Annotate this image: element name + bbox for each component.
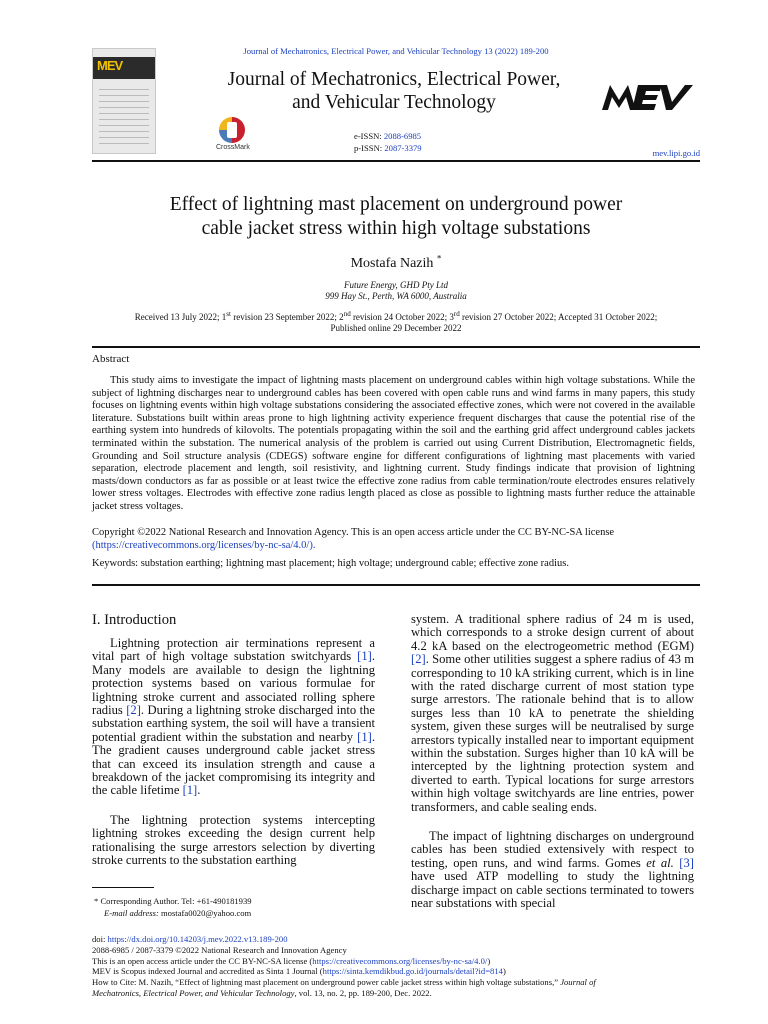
doi-link[interactable]: https://dx.doi.org/10.14203/j.mev.2022.v13.189-200 bbox=[107, 934, 288, 944]
article-title-line-1: Effect of lightning mast placement on underground power bbox=[169, 194, 623, 215]
abstract-top-rule bbox=[92, 346, 700, 348]
footnote-email[interactable]: mostafa0020@yahoo.com bbox=[160, 908, 252, 918]
intro-paragraph-1: Lightning protection air terminations represent a vital part of high voltage substation switchyards [1]. Many models are available to design the lightning protection systems based on various formulae for lightning stroke current and associated rolling sphere radius [2]. During a lightning stroke discharged into the substation earthing system, the soil will have a transient potential gradient within the substation and nearby [1]. The gradient causes underground cable jacket stress that can exceed its insulation strength and cause a breakdown of the jacket compromising its integrity and the cable lifetime [1]. bbox=[92, 636, 375, 798]
issn-block bbox=[354, 130, 422, 154]
copyright-text: Copyright ©2022 National Research and Innovation Agency. This is an open access article under the CC BY-NC-SA license bbox=[92, 527, 615, 538]
author bbox=[92, 253, 700, 272]
cover-logo-text: MEV bbox=[97, 58, 123, 73]
copyright-notice bbox=[92, 527, 695, 552]
intro-paragraph-2: The lightning protection systems intercepting lightning strokes exceeding the design current help rationalising the surge arrestors selection by diverting stroke currents to the substation earthing bbox=[92, 813, 375, 868]
article-title-line-2: cable jacket stress within high voltage substations bbox=[201, 218, 591, 239]
intro-paragraph-4: The impact of lightning discharges on underground cables has been studied extensively with respect to testing, open runs, and wind farms. Gomes et al. [3] have used ATP modelling to study the lightning discharge impact on cable sections terminated to towers near substations with special bbox=[411, 829, 694, 911]
abstract-heading: Abstract bbox=[92, 353, 130, 365]
footer-doi bbox=[92, 934, 700, 945]
pissn-label: p-ISSN: bbox=[354, 143, 383, 153]
affiliation bbox=[92, 280, 700, 302]
abstract-body: This study aims to investigate the impact of lightning masts placement on underground cables within high voltage substations. While the subject of lightning discharges near to underground cables has been covered with open cable runs and wind farms in many papers, this study focuses on lightning events within high voltage substations considering the associated effective zones, which were not covered in the available literature. Substations built within areas prone to high lightning activity experience frequent discharges that cause the potential rise of the earthing system into hundreds of kilovolts. The potentials propagating within the soil and the earthing grid affect underground cables jackets terminated within the substation. The numerical analysis of the problem is carried out using Current Distribution, Electromagnetic fields, Grounding and Soil structure analysis (CDEGS) software engine for different configurations of lightning mast placements with varied separation, electrode placement and length, soil resistivity, and lightning current. Study findings indicate that provision of lightning masts/down conductors as far as possible or at least twice the effective zone radius from cable termination/route electrodes ensures relatively lower stress voltages. Electrodes with effective zone radius length placed as close as possible to lightning masts further reduce the attainable jacket stress voltages. bbox=[92, 375, 695, 512]
footnote bbox=[92, 895, 252, 919]
dates-line-1: Received 13 July 2022; 1st revision 23 September 2022; 2nd revision 24 October 2022; 3rd revision 27 October 2022; Accepted 31 October 2022; bbox=[134, 310, 658, 322]
journal-site-link[interactable]: mev.lipi.go.id bbox=[652, 148, 700, 158]
journal-cover-image bbox=[92, 48, 156, 154]
mev-logo bbox=[600, 82, 694, 112]
citation-1[interactable]: [1] bbox=[357, 649, 372, 664]
journal-top-line[interactable]: Journal of Mechatronics, Electrical Power, and Vehicular Technology 13 (2022) 189-200 bbox=[243, 46, 549, 56]
keywords: Keywords: substation earthing; lightning mast placement; high voltage; underground cable; effective zone radius. bbox=[92, 558, 569, 569]
footer-license-link[interactable]: https://creativecommons.org/licenses/by-nc-sa/4.0/ bbox=[312, 955, 488, 966]
affiliation-line-2: 999 Hay St., Perth, WA 6000, Australia bbox=[325, 291, 467, 301]
article-dates bbox=[92, 312, 700, 334]
footer bbox=[92, 934, 700, 999]
doi-label: doi: bbox=[92, 934, 106, 944]
citation-3[interactable]: [3] bbox=[679, 855, 694, 870]
citation-2[interactable]: [2] bbox=[126, 703, 141, 718]
author-name: Mostafa Nazih bbox=[350, 256, 434, 271]
crossmark-icon[interactable] bbox=[216, 117, 248, 153]
eissn-label: e-ISSN: bbox=[354, 131, 382, 141]
citation-2[interactable]: [2] bbox=[411, 652, 426, 667]
citation-1[interactable]: [1] bbox=[182, 783, 198, 798]
journal-name-line-1: Journal of Mechatronics, Electrical Power, bbox=[227, 69, 561, 90]
footer-scopus: MEV is Scopus indexed Journal and accredited as Sinta 1 Journal (https://sinta.kemdikbud.go.id/journals/detail?id=814) bbox=[92, 966, 506, 977]
header-rule bbox=[92, 160, 700, 162]
footnote-author: * Corresponding Author. Tel: +61-490181939 bbox=[94, 896, 252, 906]
abstract-bottom-rule bbox=[92, 584, 700, 586]
author-mark: * bbox=[436, 253, 442, 264]
journal-name-line-2: and Vehicular Technology bbox=[292, 92, 496, 113]
footnote-email-label: E-mail address: bbox=[104, 908, 159, 918]
intro-paragraph-3: system. A traditional sphere radius of 24 m is used, which corresponds to a stroke design current of about 4.2 kA based on the electrogeometric method (EGM) [2]. Some other utilities suggest a sphere radius of 43 m corresponding to 10 kA striking current, which is in line with the rated discharge current of most station type surge arrestors. The rationale behind that is to allow surges less than 10 kA to penetrate the shielding system, given these surges will be neutralised by surge arrestors typically installed near to important equipment within the substation. Surges higher than 10 kA will be intercepted by the lightning protection system and diverted to earth. Typical locations for surge arrestors within high voltage switchyards are line entries, power transformers, and cable sealing ends. bbox=[411, 612, 694, 814]
footer-issn: 2088-6985 / 2087-3379 ©2022 National Research and Innovation Agency bbox=[92, 944, 347, 955]
affiliation-line-1: Future Energy, GHD Pty Ltd bbox=[343, 280, 449, 290]
article-title bbox=[92, 193, 700, 241]
sinta-link[interactable]: https://sinta.kemdikbud.go.id/journals/detail?id=814 bbox=[322, 966, 503, 977]
crossmark-label: CrossMark bbox=[216, 144, 250, 151]
footnote-rule bbox=[92, 887, 154, 888]
footer-open-access: This is an open access article under the CC BY-NC-SA license (https://creativecommons.org/licenses/by-nc-sa/4.0/) bbox=[92, 955, 491, 966]
eissn-link[interactable]: 2088-6985 bbox=[383, 131, 422, 141]
section-heading-introduction: I. Introduction bbox=[92, 612, 177, 628]
license-link[interactable]: (https://creativecommons.org/licenses/by-nc-sa/4.0/). bbox=[92, 539, 316, 551]
citation-1[interactable]: [1] bbox=[357, 729, 372, 744]
journal-name bbox=[160, 68, 628, 114]
footer-how-to-cite: How to Cite: M. Nazih, “Effect of lightning mast placement on underground power cable jacket stress within high voltage substations,” Journal of Mechatronics, Electrical Power, and Vehicular Technology, vol. 13, no. 2, pp. 189-200, Dec. 2022. bbox=[92, 977, 596, 998]
pissn-link[interactable]: 2087-3379 bbox=[384, 143, 422, 153]
dates-line-2: Published online 29 December 2022 bbox=[330, 323, 462, 333]
